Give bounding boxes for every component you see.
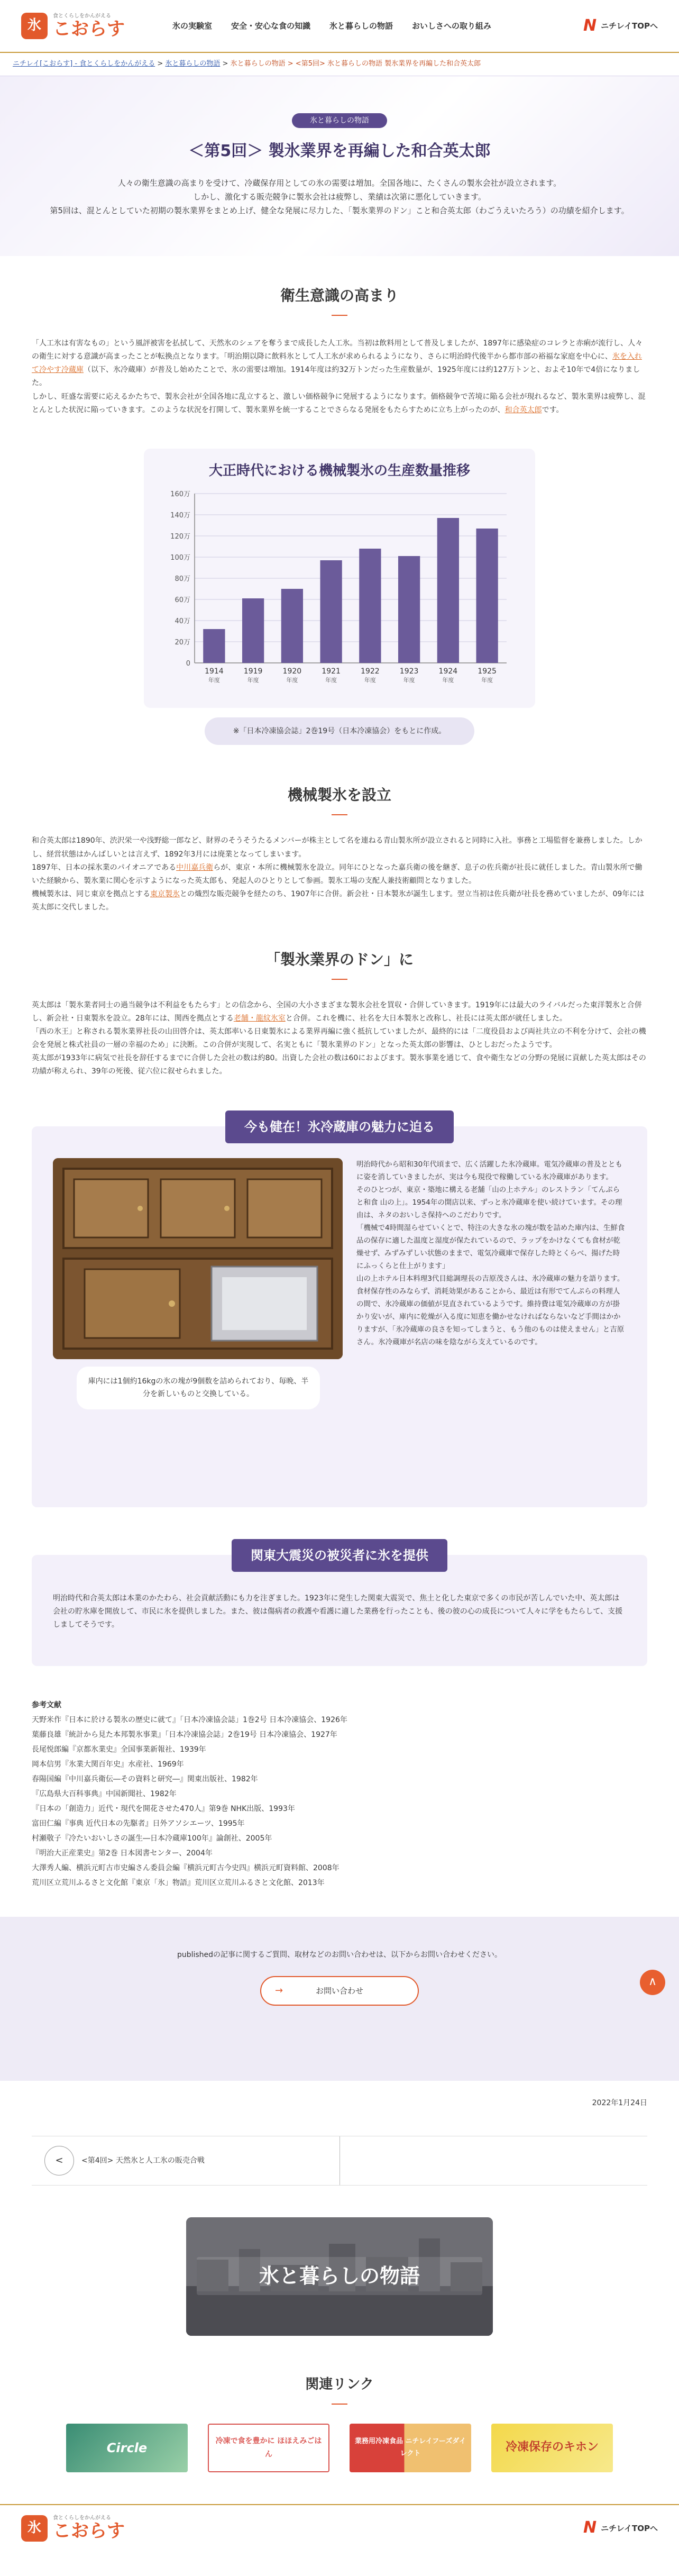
x-tick-label: 1914 bbox=[205, 667, 224, 676]
y-tick-label: 120万 bbox=[170, 533, 190, 541]
reference-item: 『日本の「創造力」近代・現代を開花させた470人』第9巻 NHK出版、1993年 bbox=[32, 1804, 295, 1813]
bar bbox=[398, 556, 420, 663]
bar bbox=[359, 549, 381, 663]
contact-button[interactable] bbox=[260, 1976, 419, 2006]
breadcrumb-sep: > bbox=[222, 60, 228, 68]
global-nav bbox=[172, 19, 491, 33]
text-run: との熾烈な販売競争を経たのち、1907年に合併。新会社・日本製氷が誕生します。翌立当初は佐兵衛が社長を務めていましたが、09年には英太郎に交代しました。 bbox=[32, 890, 645, 912]
text-run: 機械製氷は、同じ東京を拠点とする bbox=[32, 890, 150, 899]
reference-item: 『明治大正産業史』第2巻 日本図書センター、2004年 bbox=[32, 1849, 213, 1858]
x-tick-label: 1919 bbox=[243, 667, 263, 676]
y-tick-label: 80万 bbox=[175, 575, 190, 584]
paragraph bbox=[32, 888, 647, 914]
text-run: です。 bbox=[542, 405, 564, 414]
references bbox=[0, 1666, 679, 1917]
category-tag: 氷と暮らしの物語 bbox=[292, 113, 387, 129]
logo-text: こおらす bbox=[53, 18, 125, 40]
paragraph bbox=[32, 337, 647, 390]
footer-nichirei-top-link[interactable] bbox=[583, 2514, 658, 2542]
text-run: しかし、旺盛な需要に応えるかたちで、製氷会社が全国各地に乱立すると、激しい価格競争に発展するようになります。価格競争で苦境に陥る会社が現れるなど、製氷業界は疲弊し、混とんとした状況に陥っていきます。このような状況を打開して、製氷業界を統一することでさらなる発展をもたらすために立ち上がったのが、 bbox=[32, 392, 646, 414]
reference-item: 春陽国編『中川嘉兵衛伝―その資料と研究―』関東出版社、1982年 bbox=[32, 1774, 258, 1783]
ice-refrigerator-photo bbox=[53, 1158, 343, 1359]
publish-date: 2022年1月24日 bbox=[592, 2098, 647, 2107]
breadcrumb-series[interactable]: 氷と暮らしの物語 bbox=[230, 60, 286, 68]
logo-mark-icon: 氷 bbox=[21, 13, 48, 39]
y-tick-label: 40万 bbox=[175, 617, 190, 626]
x-tick-sublabel: 年度 bbox=[247, 677, 259, 684]
refrigerator-illustration bbox=[53, 1158, 343, 1359]
x-tick-sublabel: 年度 bbox=[325, 677, 337, 684]
production-bar-chart bbox=[158, 483, 521, 695]
arrow-right-icon: → bbox=[275, 1985, 283, 1997]
nichirei-logo-icon: N bbox=[583, 16, 597, 35]
x-tick-label: 1923 bbox=[399, 667, 419, 676]
breadcrumb-home[interactable]: ニチレイ[こおらす] - 食とくらしをかんがえる bbox=[13, 60, 155, 68]
y-tick-label: 140万 bbox=[170, 512, 190, 520]
reference-item: 岡本信男『氷業大関百年史』水産社、1969年 bbox=[32, 1760, 184, 1769]
banner-title: 氷と暮らしの物語 bbox=[259, 2264, 420, 2288]
photo-caption: 庫内には1個約16kgの氷の塊が9個数を詰められており、毎晩、半分を新しいものと交換している。 bbox=[77, 1367, 320, 1409]
lead-line-1: 人々の衛生意識の高まりを受けて、冷蔵保存用としての氷の需要は増加。全国各地に、たくさんの製氷会社が設立されます。 bbox=[117, 178, 562, 188]
text-run: 1897年、日本の採氷業のパイオニアである bbox=[32, 863, 177, 872]
paragraph: 明治時代和合英太郎は本業のかたわら、社会貢献活動にも力を注ぎました。1923年に発生した関東大震災で、焦土と化した東京で多くの市民が苦しんでいた中、英太郎は会社の貯氷庫を開放して、市民に氷を提供しました。また、彼は傷病者の救護や看護に適した業務を行ったことも、後の彼の心の成長について人々に学をもたらして、支援しましてそうです。 bbox=[53, 1594, 623, 1629]
y-tick-label: 160万 bbox=[170, 490, 190, 499]
chevron-left-icon: < bbox=[44, 2146, 74, 2176]
feature-earthquake bbox=[32, 1548, 647, 1666]
nav-item-deliciousness[interactable]: おいしさへの取り組み bbox=[412, 21, 492, 31]
paragraph: 「機械で4時間湿らせていくとで、特注の大きな氷の塊が数を詰めた庫内は、生鮮食品の保存に適した温度と湿度が保たれているので、ラップをかけなくても食材が乾燥せず、みずみずしい状態のままで、電気冷蔵庫で保存した時とくらべ、揚げた時にふっくらと仕上がります」 bbox=[356, 1223, 625, 1270]
chart-title: 大正時代における機械製氷の生産数量推移 bbox=[208, 462, 470, 479]
related-link-circle[interactable] bbox=[66, 2424, 188, 2472]
related-link-label: Circle bbox=[106, 2440, 148, 2455]
x-tick-sublabel: 年度 bbox=[208, 677, 220, 684]
nav-item-food-safety[interactable]: 安全・安心な食の知識 bbox=[231, 21, 311, 31]
related-link-label: 冷凍保存のキホン bbox=[505, 2441, 599, 2454]
reference-item: 荒川区立荒川ふるさと文化館『東京「氷」物語』荒川区立荒川ふるさと文化館、2013年 bbox=[32, 1878, 325, 1887]
related-link-label: 冷凍で食を豊かに ほほえみごはん bbox=[215, 2437, 322, 2459]
link-wago-eitaro[interactable]: 和合英太郎 bbox=[504, 405, 542, 414]
section-hygiene bbox=[0, 256, 679, 417]
paragraph bbox=[32, 390, 647, 417]
bar bbox=[476, 529, 498, 663]
text-run: 「人工氷は有害なもの」という風評被害を払拭して、天然氷のシェアを奪うまで成長した人工氷。当初は飲料用として普及しましたが、1897年に感染症のコレラと赤痢が流行し、人々の衛生に対する意識が高まったことが転換点となります。「明治期以降に飲料氷として人工氷が求められるようになり、さらに明治時代後半から都市部の裕福な家庭を中心に、 bbox=[32, 339, 643, 361]
related-link-hohoemi[interactable] bbox=[208, 2424, 329, 2472]
y-tick-label: 60万 bbox=[175, 596, 190, 605]
section-title: 「製氷業界のドン」に bbox=[32, 946, 647, 980]
reference-item: 大澤秀人編、横浜元町古市史編さん委員会編『横浜元町古今史四』横浜元町資料館、2008年 bbox=[32, 1863, 340, 1872]
x-tick-sublabel: 年度 bbox=[364, 677, 376, 684]
bar bbox=[320, 560, 342, 663]
prev-next-nav bbox=[32, 2136, 647, 2186]
reference-item: 富田仁編『事典 近代日本の先駆者』日外アソシエーツ、1995年 bbox=[32, 1819, 245, 1828]
reference-item: 『広島県大百科事典』中国新聞社、1982年 bbox=[32, 1789, 177, 1798]
breadcrumb-current: <第5回> 氷と暮らしの物語 製氷業界を再編した和合英太郎 bbox=[295, 60, 481, 68]
feature-heading: 関東大震災の被災者に氷を提供 bbox=[232, 1539, 447, 1572]
paragraph: 和合英太郎は1890年、渋沢栄一や浅野総一郎など、財界のそうそうたるメンバーが株主として名を連ねる青山製氷所が設立されると同時に入社。事務と工場監督を兼務しました。しかし、経営状態はかんばしいとは言えず、1892年3月には廃業となってしまいます。 bbox=[32, 836, 643, 859]
section-body bbox=[32, 999, 647, 1079]
nichirei-top-label: ニチレイTOPへ bbox=[601, 21, 658, 31]
paragraph: 食材保存性のみならず、消耗効果があることから、最近は有形でてんぷらの料理人の間で、氷冷蔵庫の価値が見直されているようです。維持費は電気冷蔵庫の方が掛かり安いが、庫内に乾燥が入る度に知恵を働かせなければならないなど手間はかかりますが、「氷冷蔵庫の良さを知ってしまうと、もう他のものは使えません」と吉原さん。氷冷蔵庫が名店の味を陰ながら支えているのです。 bbox=[356, 1287, 625, 1346]
lead-line-3: 第5回は、混とんとしていた初期の製氷業界をまとめ上げ、健全な発展に尽力した、「製氷業界のドン」こと和合英太郎（わごうえいたろう）の功績を紹介します。 bbox=[50, 206, 629, 216]
logo-tagline: 食とくらしをかんがえる bbox=[53, 2515, 111, 2522]
y-tick-label: 0 bbox=[186, 660, 190, 668]
feature-ice-refrigerator bbox=[32, 1119, 647, 1507]
x-tick-label: 1921 bbox=[322, 667, 341, 676]
contact-note: publishedの記事に関するご質問、取材などのお問い合わせは、以下からお問い合わせください。 bbox=[177, 1950, 502, 1959]
lead-line-2: しかし、激化する販売競争に製氷会社は疲弊し、業績は次第に悪化していきます。 bbox=[193, 192, 486, 202]
references-title: 参考文献 bbox=[32, 1700, 61, 1709]
y-tick-label: 20万 bbox=[175, 639, 190, 647]
chart-source-note: ※「日本冷凍協会誌」2巻19号（日本冷凍協会）をもとに作成。 bbox=[205, 717, 474, 745]
logo-text: こおらす bbox=[53, 2520, 125, 2542]
paragraph: 英太郎が1933年に病気で社長を辞任するまでに合併した会社の数は約80。出資した会社の数は60におよびます。製氷事業を通じて、食や衛生などの分野の発展に貢献した英太郎はその功績が称えられ、39年の死後、従六位に叙せられました。 bbox=[32, 1054, 646, 1076]
related-link-freezing-basics[interactable] bbox=[491, 2424, 613, 2472]
prev-article-link[interactable] bbox=[32, 2136, 340, 2185]
feature-text bbox=[356, 1158, 626, 1409]
section-title: 機械製氷を設立 bbox=[32, 782, 647, 815]
logo-mark-icon: 氷 bbox=[21, 2515, 48, 2542]
breadcrumb bbox=[0, 53, 679, 76]
article-hero bbox=[0, 76, 679, 256]
paragraph: 「西の氷王」と称される製氷業界社長の山田啓介は、英太郎率いる日東製氷による業界再編に強く抵抗していましたが、最終的には「二度役員および両社共立の不利を分けて、会社の機会を発展と株式社員の一層の幸福のため」に決断。この合併が実現して、名実ともに「製氷業界のドン」となった英太郎の影響は、ひとしおだったようです。 bbox=[32, 1027, 646, 1050]
text-run: 英太郎は「製氷業者同士の過当競争は不利益をもたらす」との信念から、全国の大小さまざまな製氷会社を買収・合併していきます。1919年には最大のライバルだった東洋製氷と合併し、新会社・日東製氷を設立。28年には、関西を拠点とする bbox=[32, 1000, 642, 1023]
text-run: （以下、氷冷蔵庫）が普及し始めたことで、氷の需要は増加。1914年度は約32万トンだった生産数量が、1925年度には約127万トンと、およそ10年で4倍になりました。 bbox=[32, 366, 640, 388]
contact-button-label: お問い合わせ bbox=[315, 1986, 363, 1996]
contact-section bbox=[0, 1917, 679, 2081]
related-link-direct[interactable] bbox=[350, 2424, 471, 2472]
paragraph bbox=[32, 999, 647, 1025]
breadcrumb-category[interactable]: 氷と暮らしの物語 bbox=[165, 60, 221, 68]
breadcrumb-sep: > bbox=[157, 60, 163, 68]
paragraph: そのひとつが、東京・築地に構える老舗「山の上ホテル」のレストラン「てんぷらと和食 山の上」。1954年の開店以来、ずっと氷冷蔵庫を使い続けています。その理由は、ネタのおいしさ保持へのこだわりです。 bbox=[356, 1185, 622, 1219]
page-title: ＜第5回＞ 製氷業界を再編した和合英太郎 bbox=[188, 142, 491, 161]
bar bbox=[281, 589, 303, 663]
series-banner[interactable] bbox=[186, 2217, 493, 2336]
section-title: 衛生意識の高まり bbox=[32, 283, 647, 316]
bar bbox=[203, 629, 225, 663]
prev-article-label: <第4回> 天然氷と人工氷の販売合戦 bbox=[81, 2156, 205, 2165]
section-machine-ice bbox=[0, 745, 679, 914]
x-tick-label: 1925 bbox=[478, 667, 497, 676]
x-tick-sublabel: 年度 bbox=[481, 677, 493, 684]
paragraph: 山の上ホテル日本料理3代目総調理長の吉原茂さんは、氷冷蔵庫の魅力を語ります。 bbox=[356, 1274, 625, 1283]
text-run: らが、東京・本所に機械製氷を設立。同年にひとなった嘉兵衛の後を継ぎ、息子の佐兵衛が社長に就任しました。青山製氷所で働いた経験から、製氷業に関心を示すようになった英太郎も、発起人のひとりとして参画。製氷工場の支配人兼技術顧問となりました。 bbox=[32, 863, 643, 885]
text-run: と合併。これを機に、社名を大日本製氷と改称し、社長には英太郎が就任しました。 bbox=[285, 1014, 567, 1023]
logo-tagline: 食とくらしをかんがえる bbox=[53, 13, 111, 19]
section-don bbox=[0, 915, 679, 1079]
x-tick-sublabel: 年度 bbox=[403, 677, 415, 684]
nichirei-logo-icon: N bbox=[583, 2518, 597, 2537]
site-logo[interactable] bbox=[21, 13, 125, 40]
x-tick-sublabel: 年度 bbox=[442, 677, 454, 684]
paragraph bbox=[32, 861, 647, 888]
section-body bbox=[32, 337, 647, 417]
site-header bbox=[0, 0, 679, 53]
nichirei-top-label: ニチレイTOPへ bbox=[601, 2523, 658, 2533]
page-top-button[interactable]: ∧ bbox=[640, 1970, 665, 1995]
related-title: 関連リンク bbox=[0, 2373, 679, 2405]
chart-section bbox=[0, 417, 679, 745]
link-tokyo-seihyo[interactable]: 東京製氷 bbox=[150, 890, 180, 899]
reference-item: 天野米作『日本に於ける製氷の歴史に就て』「日本冷凍協会誌」1巻2号 日本冷凍協会、1926年 bbox=[32, 1715, 347, 1724]
reference-item: 葉藤良雄『統計から見た本邦製氷事業』「日本冷凍協会誌」2巻19号 日本冷凍協会、1927年 bbox=[32, 1730, 337, 1739]
x-tick-label: 1924 bbox=[438, 667, 458, 676]
feature-heading: 今も健在！氷冷蔵庫の魅力に迫る bbox=[225, 1110, 454, 1143]
x-tick-label: 1922 bbox=[361, 667, 380, 676]
bar bbox=[242, 598, 264, 663]
nav-item-ice-lab[interactable]: 氷の実験室 bbox=[172, 21, 213, 31]
x-tick-label: 1920 bbox=[282, 667, 302, 676]
bar bbox=[437, 518, 459, 663]
reference-item: 村瀬敬子『冷たいおいしさの誕生―日本冷蔵庫100年』論創社、2005年 bbox=[32, 1834, 272, 1843]
link-ice-refrigerator[interactable]: 氷を入れて冷やす冷蔵庫 bbox=[32, 352, 642, 375]
reference-item: 長尾悦郎編『京都氷業史』全国事業新報社、1939年 bbox=[32, 1745, 206, 1754]
nav-item-ice-stories[interactable]: 氷と暮らしの物語 bbox=[329, 21, 393, 31]
link-ryumon-himuro[interactable]: 老舗・龍紋氷室 bbox=[233, 1014, 286, 1023]
paragraph: 明治時代から昭和30年代頃まで、広く活躍した氷冷蔵庫。電気冷蔵庫の普及とともに姿を消していきましたが、実は今も現役で稼働している氷冷蔵庫があります。 bbox=[356, 1160, 622, 1181]
related-links bbox=[0, 2373, 679, 2504]
link-nakagawa-kahei[interactable]: 中川嘉兵衛 bbox=[176, 863, 214, 872]
x-tick-sublabel: 年度 bbox=[286, 677, 298, 684]
chart-card bbox=[144, 449, 535, 708]
nichirei-top-link[interactable] bbox=[583, 12, 658, 40]
related-link-label: 業務用冷凍食品 ニチレイフーズダイレクト bbox=[355, 2437, 466, 2457]
y-tick-label: 100万 bbox=[170, 554, 190, 562]
breadcrumb-sep: > bbox=[287, 60, 293, 68]
footer-logo[interactable] bbox=[21, 2515, 125, 2542]
next-article-slot bbox=[340, 2136, 648, 2185]
section-body bbox=[32, 834, 647, 914]
site-footer bbox=[0, 2504, 679, 2552]
